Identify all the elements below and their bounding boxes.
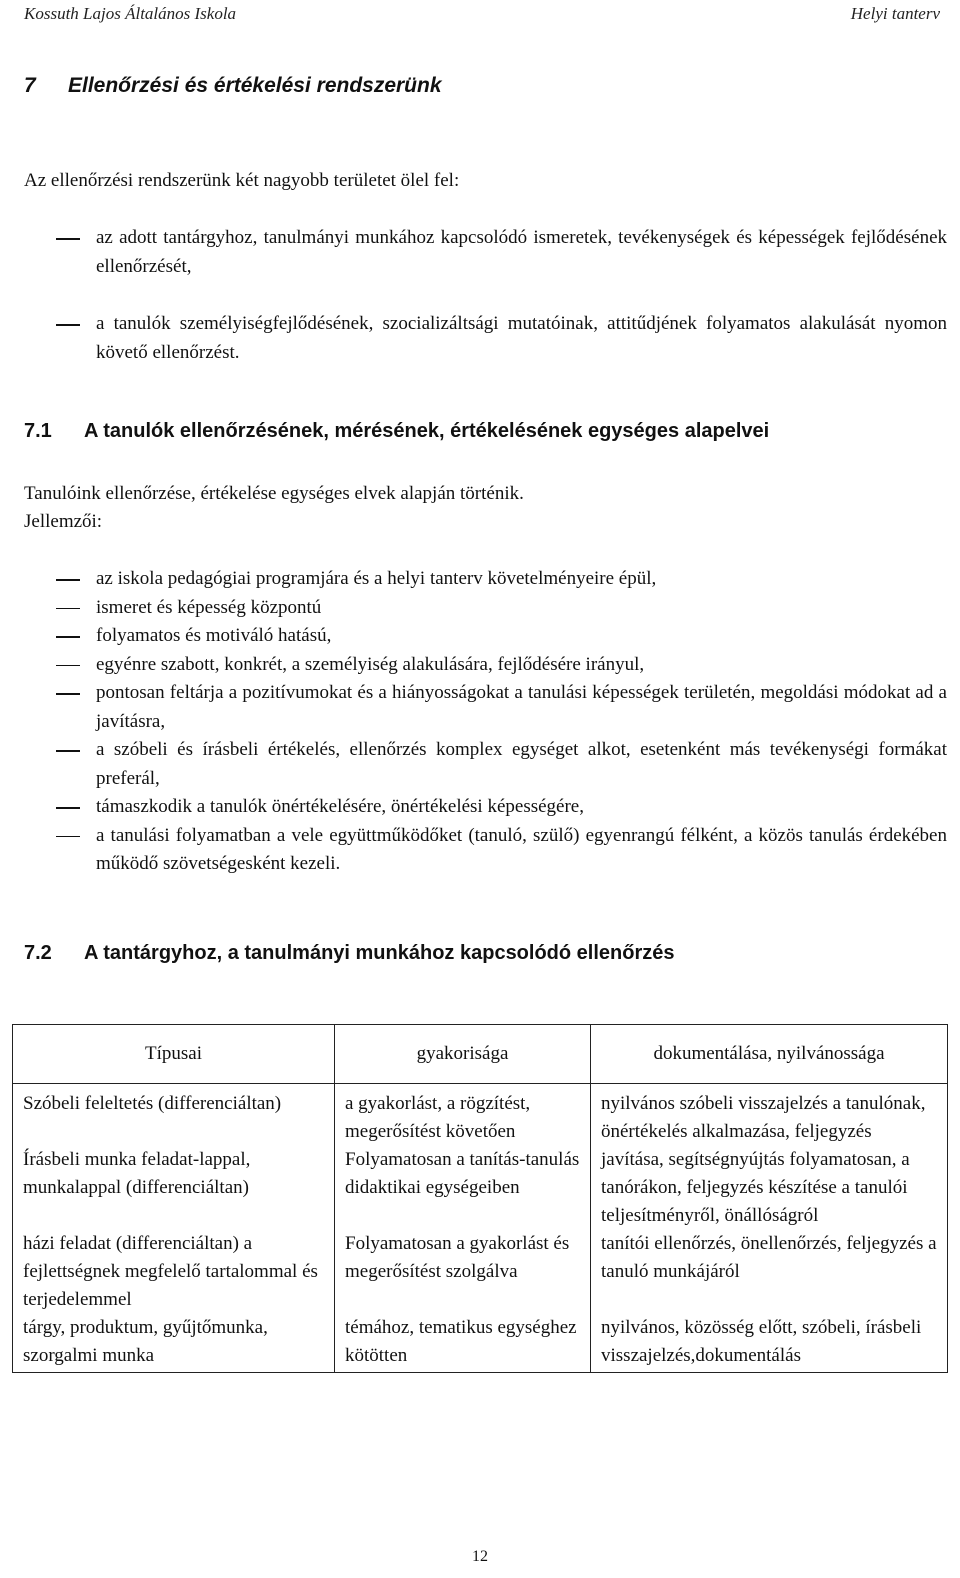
table-cell: a gyakorlást, a rögzítést, megerősítést követően [335, 1084, 591, 1147]
list-item: pontosan feltárja a pozitívumokat és a hiányosságokat a tanulási képességek területén, megoldási módokat ad a javításra, [24, 679, 947, 736]
table-cell: javítása, segítségnyújtás folyamatosan, a tanórákon, feljegyzés készítése a tanulói teljesítményről, önállóságról [591, 1146, 948, 1230]
assessment-table [12, 1024, 948, 1373]
table-cell: Írásbeli munka feladat-lappal, munkalappal (differenciáltan) [13, 1146, 335, 1230]
dash-bullet [56, 807, 80, 809]
dash-bullet [56, 750, 80, 752]
table-cell: házi feladat (differenciáltan) a fejlettségnek megfelelő tartalommal és terjedelemmel [13, 1230, 335, 1314]
table-row [13, 1314, 948, 1373]
table-cell: Folyamatosan a gyakorlást és megerősítést szolgálva [335, 1230, 591, 1314]
section-number: 7.2 [24, 942, 52, 964]
dash-bullet [56, 324, 80, 326]
school-name: Kossuth Lajos Általános Iskola [24, 4, 237, 23]
section-number: 7.1 [24, 420, 52, 442]
table-cell: tanítói ellenőrzés, önellenőrzés, feljegyzés a tanuló munkájáról [591, 1230, 948, 1314]
dash-bullet [56, 579, 80, 581]
dash-bullet [56, 636, 80, 638]
table-header-row [13, 1025, 948, 1084]
table-row [13, 1146, 948, 1230]
section-7-1-intro [24, 480, 940, 536]
table-cell: nyilvános, közösség előtt, szóbeli, írásbeli visszajelzés,dokumentálás [591, 1314, 948, 1373]
dash-bullet [56, 665, 80, 667]
dash-bullet [56, 238, 80, 240]
column-header: gyakorisága [335, 1025, 591, 1084]
list-item: folyamatos és motiváló hatású, [24, 622, 947, 651]
table-cell: Folyamatosan a tanítás-tanulás didaktikai egységeiben [335, 1146, 591, 1230]
section-7-1-list [24, 565, 947, 879]
table-row [13, 1084, 948, 1147]
dash-bullet [56, 693, 80, 695]
dash-bullet [56, 608, 80, 610]
intro-line: Jellemzői: [24, 511, 103, 532]
list-item: egyénre szabott, konkrét, a személyiség alakulására, fejlődésére irányul, [24, 651, 947, 680]
list-item: a tanulók személyiségfejlődésének, szocializáltsági mutatóinak, attitűdjének folyamatos alakulását nyomon követő ellenőrzést. [24, 310, 947, 367]
section-7-list [24, 224, 947, 367]
section-7-1-heading [24, 420, 769, 443]
section-title: A tantárgyhoz, a tanulmányi munkához kapcsolódó ellenőrzés [84, 942, 675, 964]
section-number: 7 [24, 74, 36, 97]
section-7-intro: Az ellenőrzési rendszerünk két nagyobb területet ölel fel: [24, 170, 460, 191]
list-item: a szóbeli és írásbeli értékelés, ellenőrzés komplex egységet alkot, esetenként más tevékenységi formákat preferál, [24, 736, 947, 793]
document-title: Helyi tanterv [850, 4, 940, 23]
list-item: az adott tantárgyhoz, tanulmányi munkához kapcsolódó ismeretek, tevékenységek és képességek fejlődésének ellenőrzését, [24, 224, 947, 281]
table-cell: tárgy, produktum, gyűjtőmunka, szorgalmi munka [13, 1314, 335, 1373]
table-cell: Szóbeli feleltetés (differenciáltan) [13, 1084, 335, 1147]
section-7-heading [24, 74, 442, 98]
dash-bullet [56, 836, 80, 838]
table-cell: nyilvános szóbeli visszajelzés a tanulónak, önértékelés alkalmazása, feljegyzés [591, 1084, 948, 1147]
column-header: dokumentálása, nyilvánossága [591, 1025, 948, 1084]
page-header [24, 4, 940, 28]
list-item: a tanulási folyamatban a vele együttműködőket (tanuló, szülő) egyenrangú félként, a közös tanulás érdekében működő szövetségesként kezeli. [24, 822, 947, 879]
list-item: ismeret és képesség központú [24, 594, 947, 623]
list-item: az iskola pedagógiai programjára és a helyi tanterv követelményeire épül, [24, 565, 947, 594]
section-title: A tanulók ellenőrzésének, mérésének, értékelésének egységes alapelvei [84, 420, 770, 442]
table-cell: témához, tematikus egységhez kötötten [335, 1314, 591, 1373]
list-item: támaszkodik a tanulók önértékelésére, önértékelési képességére, [24, 793, 947, 822]
column-header: Típusai [13, 1025, 335, 1084]
intro-line: Tanulóink ellenőrzése, értékelése egységes elvek alapján történik. [24, 483, 524, 504]
table-row [13, 1230, 948, 1314]
page-number: 12 [472, 1548, 488, 1565]
section-7-2-heading [24, 942, 675, 965]
section-title: Ellenőrzési és értékelési rendszerünk [68, 74, 442, 97]
